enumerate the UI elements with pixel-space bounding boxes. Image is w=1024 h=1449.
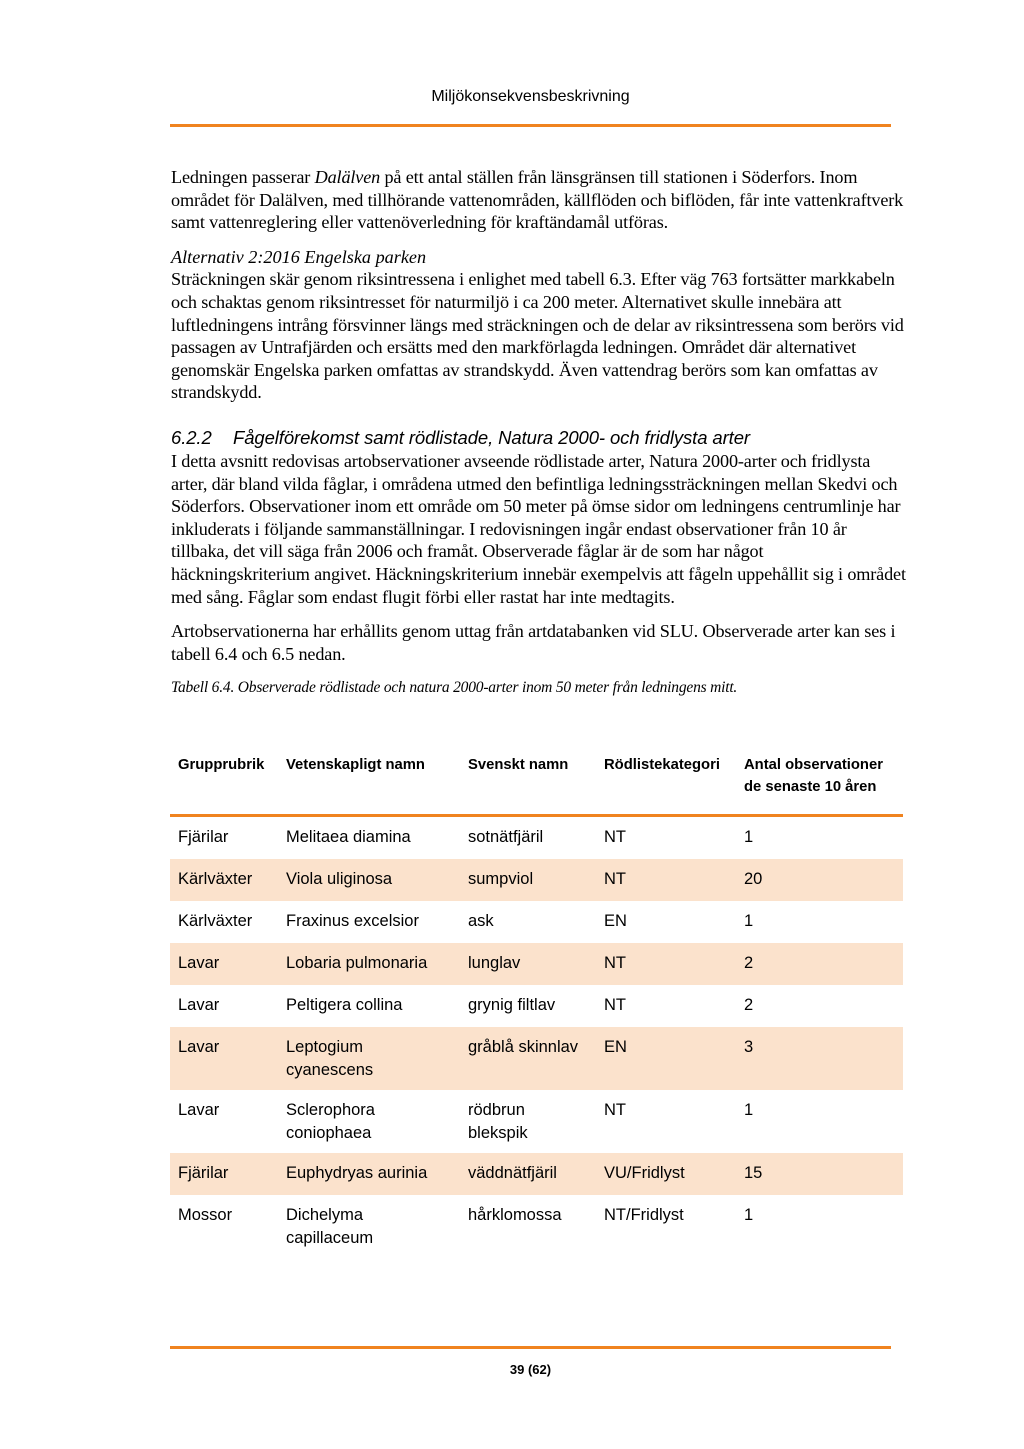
cell-swedish-name: hårklomossa bbox=[468, 1206, 562, 1224]
cell-swedish-name: rödbrun blekspik bbox=[468, 1101, 528, 1142]
table-row bbox=[170, 943, 903, 985]
main-content bbox=[171, 166, 906, 699]
cell-observation-count: 1 bbox=[744, 1206, 754, 1224]
table-header-row bbox=[170, 746, 903, 816]
cell-swedish-name: grynig filtlav bbox=[468, 996, 556, 1014]
page-number: 39 (62) bbox=[509, 1362, 552, 1377]
table-row bbox=[170, 1195, 903, 1258]
cell-redlist-category: EN bbox=[604, 912, 627, 930]
intro-text-before: Ledningen passerar bbox=[171, 167, 315, 187]
cell-group: Lavar bbox=[178, 996, 220, 1014]
cell-group: Mossor bbox=[178, 1206, 233, 1224]
section-number: 6.2.2 bbox=[171, 426, 212, 448]
cell-group: Kärlväxter bbox=[170, 859, 278, 901]
table-row bbox=[170, 985, 903, 1027]
header-divider bbox=[170, 124, 891, 127]
table-row bbox=[170, 859, 903, 901]
intro-paragraph bbox=[171, 166, 906, 234]
cell-group: Fjärilar bbox=[170, 1153, 278, 1195]
cell-scientific-name: Lobaria pulmonaria bbox=[278, 943, 460, 985]
cell-swedish-name: sumpviol bbox=[460, 859, 596, 901]
cell-swedish-name: ask bbox=[468, 912, 494, 930]
cell-scientific-name: Euphydryas aurinia bbox=[278, 1153, 460, 1195]
table-row bbox=[170, 816, 903, 860]
cell-swedish-name: sotnätfjäril bbox=[468, 828, 544, 846]
column-header-group: Grupprubrik bbox=[170, 746, 278, 816]
cell-group: Kärlväxter bbox=[178, 912, 253, 930]
footer-divider bbox=[170, 1346, 891, 1349]
column-header-scientific-name: Vetenskapligt namn bbox=[278, 746, 460, 816]
cell-redlist-category: NT bbox=[604, 996, 626, 1014]
column-header-redlist-category: Rödlistekategori bbox=[596, 746, 736, 816]
section-paragraph-2: Artobservationerna har erhållits genom uttag från artdatabanken vid SLU. Observerade arter kan ses i tabell 6.4 och 6.5 nedan. bbox=[171, 621, 896, 664]
alternative-heading: Alternativ 2:2016 Engelska parken bbox=[171, 246, 427, 267]
cell-scientific-name: Leptogium cyanescens bbox=[278, 1027, 460, 1090]
cell-swedish-name: gråblå skinnlav bbox=[460, 1027, 596, 1090]
cell-redlist-category: EN bbox=[596, 1027, 736, 1090]
table-row bbox=[170, 1027, 903, 1090]
column-header-swedish-name: Svenskt namn bbox=[460, 746, 596, 816]
intro-text-after: på ett antal ställen från länsgränsen till stationen i Söderfors. Inom området för Dalälven, med tillhörande vattenområden, källflöden och biflöden, får inte vattenkraftverk samt vattenreglering eller vattenöverledning för kraftändamål utföras. bbox=[171, 167, 904, 233]
section-paragraph-1: I detta avsnitt redovisas artobservationer avseende rödlistade arter, Natura 2000-arter och fridlysta arter, där bland vilda fåglar, i områdena utmed den befintliga ledningssträckningen mellan Skedvi och Söderfors. Observationer inom ett område om 50 meter på ömse sidor om ledningens centrumlinje har inkluderats i följande sammanställningar. I redovisningen ingår endast observationer från 10 år tillbaka, det vill säga från 2006 och framåt. Observerade fåglar är de som har något häckningskriterium angivet. Häckningskriterium innebär exempelvis att fågeln uppehållit sig i området med sång. Fåglar som endast flugit förbi eller rastat har inte medtagits. bbox=[171, 450, 906, 607]
cell-swedish-name: väddnätfjäril bbox=[460, 1153, 596, 1195]
cell-observation-count: 15 bbox=[736, 1153, 903, 1195]
table-row bbox=[170, 1090, 903, 1153]
table-row bbox=[170, 901, 903, 943]
cell-group: Lavar bbox=[178, 1101, 220, 1119]
cell-redlist-category: NT bbox=[604, 1101, 626, 1119]
cell-scientific-name: Dichelyma capillaceum bbox=[286, 1206, 374, 1247]
cell-observation-count: 1 bbox=[744, 1101, 754, 1119]
cell-observation-count: 2 bbox=[744, 996, 754, 1014]
cell-group: Lavar bbox=[170, 943, 278, 985]
table-caption: Tabell 6.4. Observerade rödlistade och natura 2000-arter inom 50 meter från ledningens mitt. bbox=[171, 679, 738, 697]
observations-table bbox=[170, 746, 903, 1258]
cell-redlist-category: NT bbox=[604, 828, 626, 846]
cell-redlist-category: VU/Fridlyst bbox=[596, 1153, 736, 1195]
cell-redlist-category: NT bbox=[596, 859, 736, 901]
cell-observation-count: 1 bbox=[744, 828, 754, 846]
table-row bbox=[170, 1153, 903, 1195]
cell-scientific-name: Melitaea diamina bbox=[286, 828, 411, 846]
cell-swedish-name: lunglav bbox=[460, 943, 596, 985]
river-name: Dalälven bbox=[314, 167, 381, 187]
cell-scientific-name: Viola uliginosa bbox=[278, 859, 460, 901]
column-header-observation-count: Antal observationer de senaste 10 åren bbox=[736, 746, 903, 816]
alternative-paragraph: Sträckningen skär genom riksintressena i enlighet med tabell 6.3. Efter väg 763 fortsätter markkabeln och schaktas genom riksintresset för naturmiljö i ca 200 meter. Alternativet skulle innebära att luftledningens intrång försvinner längs med sträckningen och de delar av riksintressena som berörs vid passagen av Untrafjärden och ersätts med den markförlagda ledningen. Området där alternativet genomskär Engelska parken omfattas av strandskydd. Även vattendrag berörs som kan omfattas av strandskydd. bbox=[171, 269, 904, 403]
cell-observation-count: 3 bbox=[736, 1027, 903, 1090]
section-heading bbox=[171, 426, 906, 450]
section-title: Fågelförekomst samt rödlistade, Natura 2000- och fridlysta arter bbox=[233, 426, 750, 448]
document-header-title: Miljökonsekvensbeskrivning bbox=[431, 88, 630, 105]
cell-observation-count: 2 bbox=[736, 943, 903, 985]
cell-observation-count: 20 bbox=[736, 859, 903, 901]
cell-observation-count: 1 bbox=[744, 912, 754, 930]
cell-scientific-name: Peltigera collina bbox=[286, 996, 403, 1014]
cell-redlist-category: NT/Fridlyst bbox=[604, 1206, 684, 1224]
cell-scientific-name: Sclerophora coniophaea bbox=[286, 1101, 375, 1142]
cell-scientific-name: Fraxinus excelsior bbox=[286, 912, 419, 930]
cell-group: Fjärilar bbox=[178, 828, 229, 846]
cell-group: Lavar bbox=[170, 1027, 278, 1090]
cell-redlist-category: NT bbox=[596, 943, 736, 985]
